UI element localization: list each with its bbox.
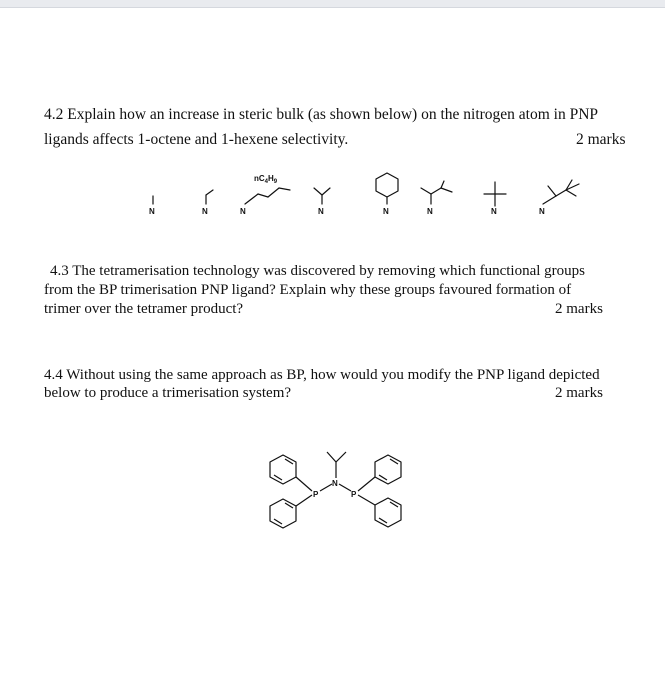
phenyl-ring-bottom-right [375,498,401,527]
phenyl-ring-top-right [375,455,401,484]
q44-marks: 2 marks [555,385,603,401]
q42-marks: 2 marks [576,131,626,148]
phenyl-ring-top-left [270,455,296,484]
n-substituent-butyl [245,188,290,204]
n-label-1: N [149,207,155,216]
n-label-6: N [427,207,433,216]
n-substituent-cyclohexyl [376,173,398,204]
n-label-5: N [383,207,389,216]
n-label-4: N [318,207,324,216]
pnp-ligand-structure [270,452,401,528]
n-label-8: N [539,207,545,216]
n-substituent-branched-tert-alkyl [543,180,579,204]
q44-text-line1: 4.4 Without using the same approach as BP, how would you modify the PNP ligand depicted [44,367,600,383]
phenyl-ring-bottom-left [270,499,296,528]
n-substituent-isopropyl [314,188,330,204]
q42-text-line1: 4.2 Explain how an increase in steric bulk (as shown below) on the nitrogen atom in PNP [44,106,599,123]
q43-text-line2: from the BP trimerisation PNP ligand? Explain why these groups favoured formation of [44,282,572,298]
atom-label-p-left: P [313,490,319,499]
butyl-label: $nC_4H_9$ [254,174,278,185]
q43-text-line3: trimer over the tetramer product? [44,301,244,317]
n-label-3: N [240,207,246,216]
n-label-2: N [202,207,208,216]
atom-label-n: N [332,479,338,488]
q43-text-line1: 4.3 The tetramerisation technology was discovered by removing which functional groups [50,263,586,279]
atom-label-p-right: P [351,490,357,499]
q43-marks: 2 marks [555,301,603,317]
n-substituent-tert-butyl [484,182,506,206]
n-substituent-methyl [206,190,213,204]
q44-text-line2: below to produce a trimerisation system? [44,385,292,401]
n-label-7: N [491,207,497,216]
q42-text-line2: ligands affects 1-octene and 1-hexene selectivity. [44,131,349,148]
n-substituent-branched-alkyl [421,181,452,204]
